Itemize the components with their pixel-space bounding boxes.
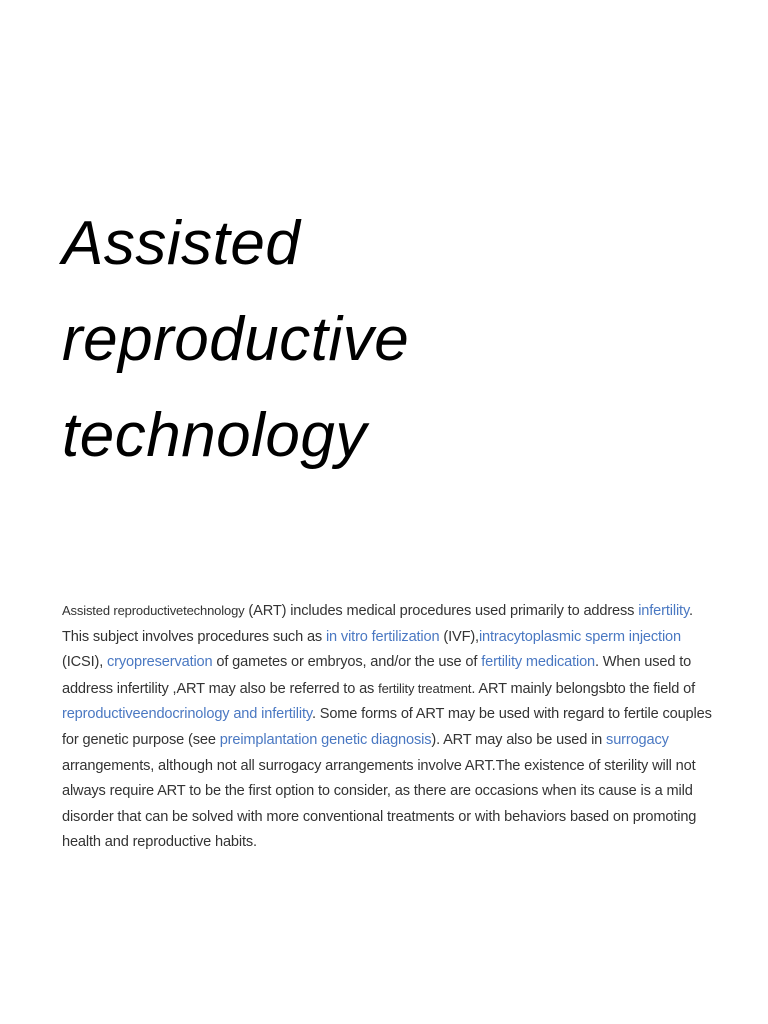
text-segment: ). ART may also be used in — [431, 731, 607, 748]
link-in-vitro-fertilization[interactable]: in vitro fertilization — [325, 628, 440, 645]
link-fertility-medication[interactable]: fertility medication — [481, 654, 595, 671]
link-surrogacy[interactable]: surrogacy — [606, 731, 669, 748]
article-paragraph — [62, 598, 712, 856]
text-segment: of gametes or embryos, and/or the use of — [212, 654, 482, 671]
title-line-3: technology — [62, 401, 367, 470]
text-segment: (ART) includes medical procedures used primarily to address — [244, 603, 639, 619]
text-segment: Assisted reproductivetechnology — [62, 603, 245, 618]
link-preimplantation-genetic-diagnosis[interactable]: preimplantation genetic diagnosis — [219, 731, 432, 748]
text-segment: fertility treatment — [378, 680, 472, 696]
title-line-2: reproductive — [62, 305, 410, 374]
text-segment: . This subject involves procedures such as — [62, 603, 693, 645]
link-reproductive-endocrinology[interactable]: reproductiveendocrinology and infertility — [62, 706, 312, 723]
text-segment: arrangements, although not all surrogacy arrangements involve ART.The existence of sterility will not always require ART to be the first option to consider, as there are occasions when its cause is a mild disorder that can be solved with more conventional treatments or with behaviors based on promoting health and reproductive habits. — [62, 757, 697, 851]
text-segment: (IVF), — [439, 628, 479, 645]
title-line-1: Assisted — [62, 209, 301, 278]
link-cryopreservation[interactable]: cryopreservation — [107, 654, 213, 671]
text-segment: (ICSI), — [62, 654, 108, 671]
link-infertility[interactable]: infertility — [638, 603, 690, 619]
text-segment: . ART mainly belongsbto the field of — [471, 680, 696, 697]
text-segment: . When used to address infertility ,ART may also be referred to as — [62, 654, 692, 697]
link-intracytoplasmic-sperm-injection[interactable]: intracytoplasmic sperm injection — [478, 628, 681, 645]
page-title — [62, 196, 702, 484]
text-segment: . Some forms of ART may be used with regard to fertile couples for genetic purpose (see — [62, 706, 712, 748]
